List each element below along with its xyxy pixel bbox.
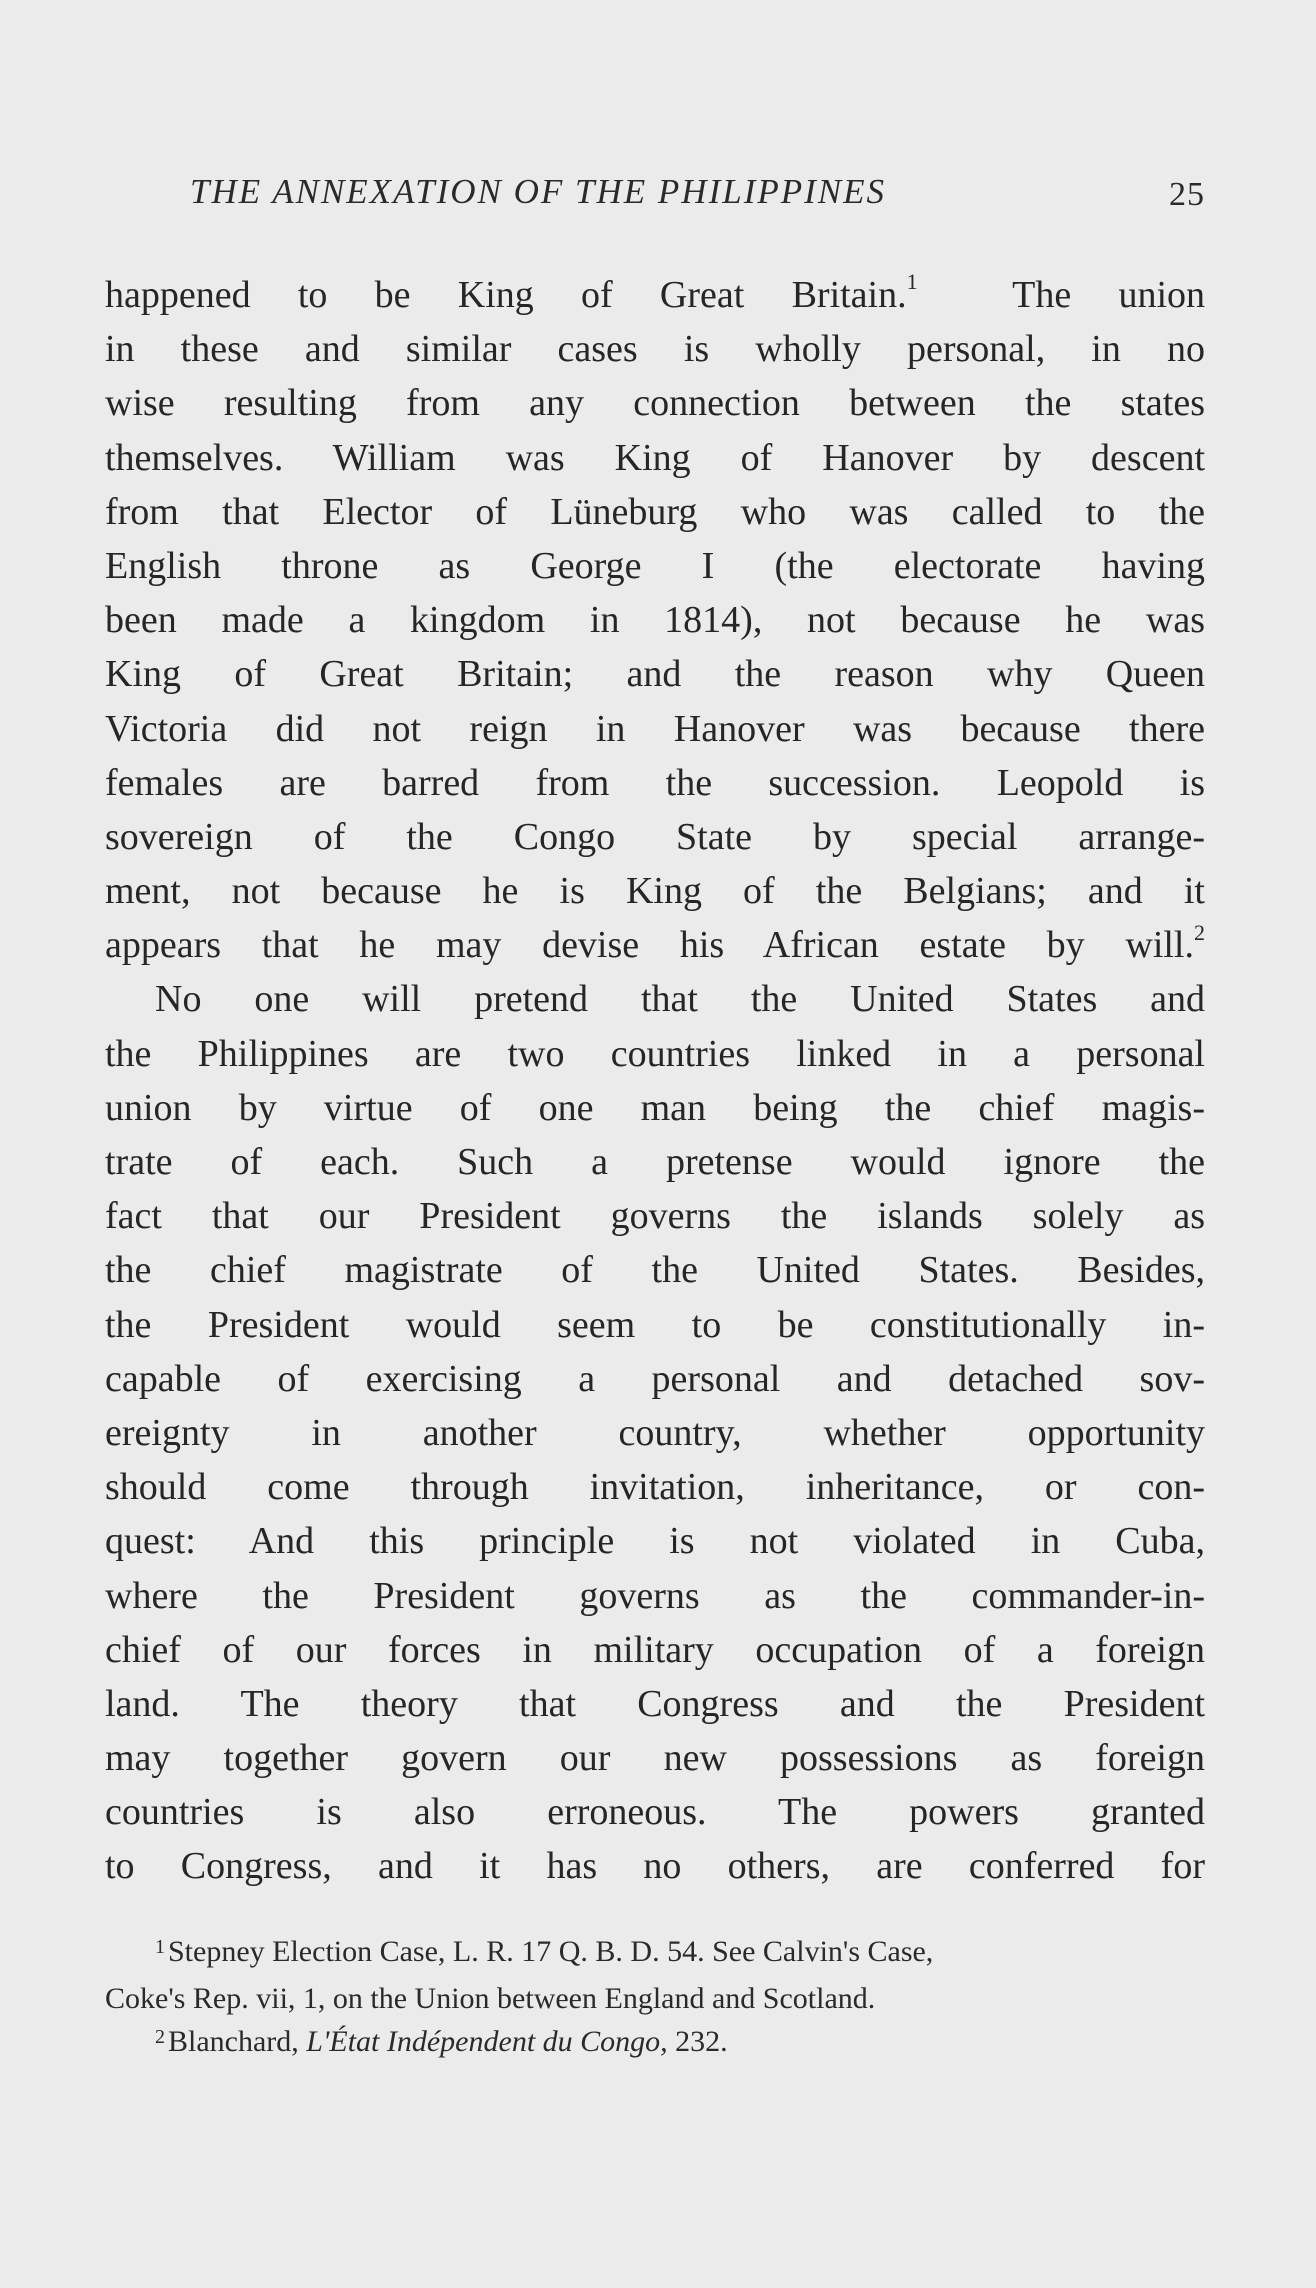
- footnotes: [105, 1930, 1205, 2067]
- page-header: [105, 172, 1205, 232]
- body-text: [105, 268, 1205, 1894]
- text-line: countries is also erroneous. The powers granted: [105, 1791, 1205, 1834]
- text-line: to Congress, and it has no others, are conferred for: [105, 1845, 1205, 1888]
- footnote-1-continued: Coke's Rep. vii, 1, on the Union between England and Scotland.: [105, 1982, 876, 2015]
- text-line: wise resulting from any connection between the states: [105, 382, 1205, 425]
- text-line: quest: And this principle is not violated in Cuba,: [105, 1520, 1205, 1563]
- text-line: the chief magistrate of the United States. Besides,: [105, 1249, 1205, 1292]
- text-line: females are barred from the succession. Leopold is: [105, 761, 1205, 804]
- text-line: where the President governs as the commander-in-: [105, 1574, 1205, 1617]
- text-line: should come through invitation, inheritance, or con-: [105, 1466, 1205, 1509]
- text-line: trate of each. Such a pretense would ignore the: [105, 1141, 1205, 1183]
- cited-title: L'État Indépendent du Congo,: [306, 2025, 668, 2058]
- text-line: the Philippines are two countries linked in a personal: [105, 1032, 1205, 1075]
- text-line: ereignty in another country, whether opportunity: [105, 1411, 1205, 1454]
- footnote-2: $^2$ Blanchard, L'État Indépendent du Congo, 232.: [155, 2025, 728, 2058]
- text-line: happened to be King of Great Britain.$^1$ The union: [105, 269, 1205, 316]
- text-line: Victoria did not reign in Hanover was because there: [105, 707, 1205, 750]
- text-line: appears that he may devise his African estate by will.$^2$: [105, 919, 1205, 967]
- footnote-ref: 2: [1194, 919, 1205, 945]
- footnote-mark: 1: [155, 1936, 165, 1958]
- footnote-ref: 1: [906, 269, 918, 295]
- text-line: been made a kingdom in 1814), not because he was: [105, 599, 1205, 642]
- text-line: may together govern our new possessions as foreign: [105, 1737, 1205, 1780]
- text-line: union by virtue of one man being the chief magis-: [105, 1086, 1205, 1129]
- text-line: from that Elector of Lüneburg who was called to the: [105, 490, 1205, 533]
- text-line: themselves. William was King of Hanover by descent: [105, 436, 1205, 479]
- text-line: capable of exercising a personal and detached sov-: [105, 1357, 1205, 1400]
- text-line: sovereign of the Congo State by special arrange-: [105, 815, 1205, 858]
- text-line: in these and similar cases is wholly personal, in no: [105, 328, 1205, 371]
- text-line: land. The theory that Congress and the President: [105, 1682, 1205, 1725]
- text-line: fact that our President governs the islands solely as: [105, 1195, 1205, 1238]
- text-line: chief of our forces in military occupation of a foreign: [105, 1628, 1205, 1671]
- running-title: THE ANNEXATION OF THE PHILIPPINES: [190, 172, 886, 211]
- text-line: ment, not because he is King of the Belgians; and it: [105, 870, 1205, 913]
- footnote-1: $^1$ Stepney Election Case, L. R. 17 Q. B. D. 54. See Calvin's Case,: [155, 1935, 934, 1968]
- text-line: King of Great Britain; and the reason why Queen: [105, 653, 1205, 696]
- page-number: 25: [1169, 176, 1205, 213]
- text-line: No one will pretend that the United States and: [155, 978, 1205, 1021]
- footnote-mark: 2: [155, 2026, 165, 2048]
- text-line: English throne as George I (the electorate having: [105, 544, 1205, 587]
- text-line: the President would seem to be constitutionally in-: [105, 1303, 1205, 1346]
